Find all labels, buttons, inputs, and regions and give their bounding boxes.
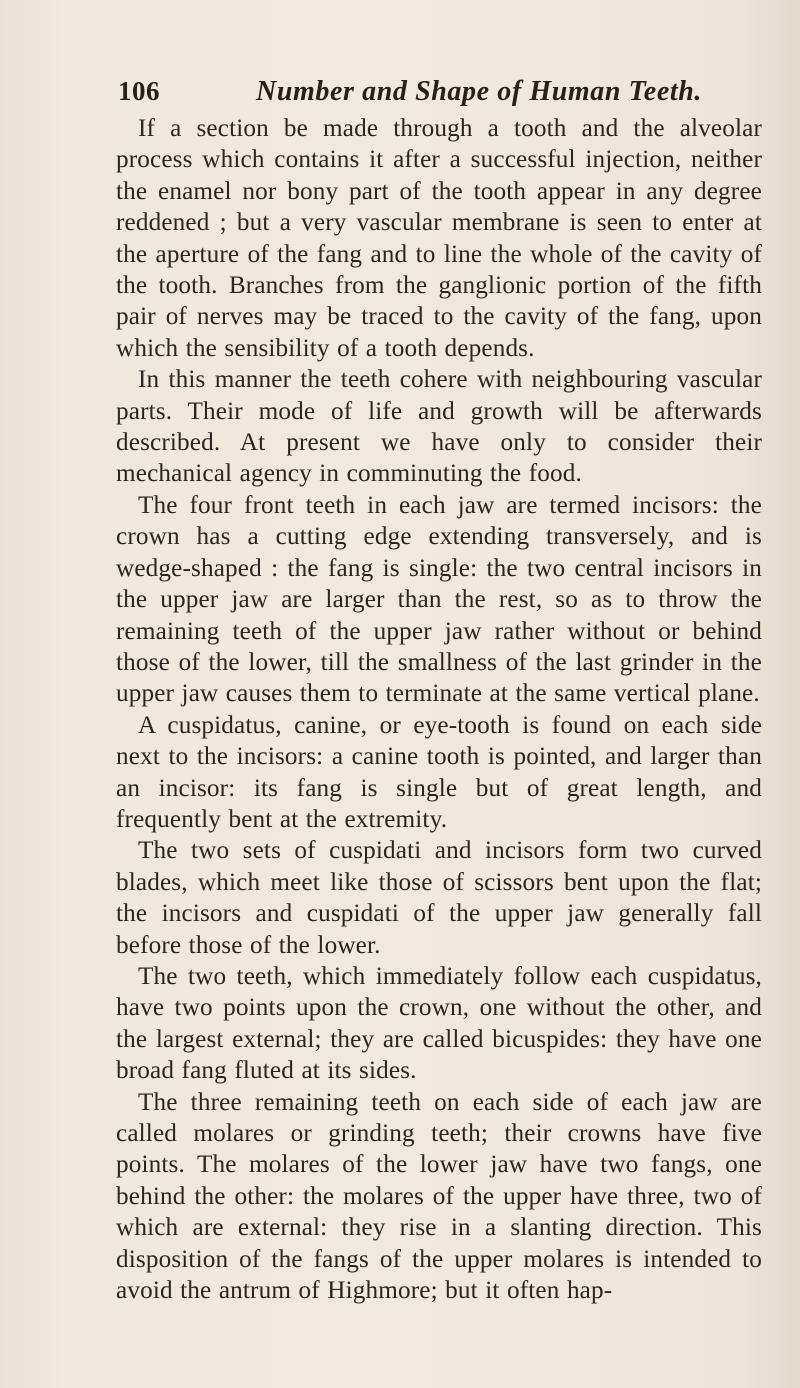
body-text <box>116 113 762 1306</box>
paragraph-bicuspides: The two teeth, which immediately follow each cuspidatus, have two points upon the crown, one without the other, and the largest external; they are called bicuspides: they have one broad fang fluted at its sides. <box>116 962 762 1085</box>
paragraph-incisors: The four front teeth in each jaw are termed incisors: the crown has a cutting edge extending transversely, and is wedge-shaped : the fang is single: the two central incisors in the upper jaw are larger than the rest, so as to throw the remaining teeth of the upper jaw rather without or behind those of the lower, till the smallness of the last grinder in the upper jaw causes them to terminate at the same vertical plane. <box>116 491 762 708</box>
paragraph-cuspidatus: A cuspidatus, canine, or eye-tooth is found on each side next to the incisors: a canine tooth is pointed, and larger than an incisor: its fang is single but of great length, and frequently bent at the extremity. <box>116 711 762 833</box>
paragraph-alveolar-section: If a section be made through a tooth and the alveolar process which contains it after a successful injection, neither the enamel nor bony part of the tooth appear in any degree reddened ; but a very vascular membrane is seen to enter at the aperture of the fang and to line the whole of the cavity of the tooth. Branches from the ganglionic portion of the fifth pair of nerves may be traced to the cavity of the fang, upon which the sensibility of a tooth depends. <box>116 115 762 362</box>
paragraph-curved-blades: The two sets of cuspidati and incisors form two curved blades, which meet like those of scissors bent upon the flat; the incisors and cuspidati of the upper jaw generally fall before those of the lower. <box>116 837 762 959</box>
paragraph-cohesion: In this manner the teeth cohere with neighbouring vascular parts. Their mode of life and growth will be afterwards described. At present we have only to consider their mechanical agency in comminuting the food. <box>116 366 762 488</box>
page-number: 106 <box>118 76 160 106</box>
running-head <box>118 76 758 116</box>
paragraph-molares: The three remaining teeth on each side of each jaw are called molares or grinding teeth; their crowns have five points. The molares of the lower jaw have two fangs, one behind the other: the molares of the upper have three, two of which are external: they rise in a slanting direction. This disposition of the fangs of the upper molares is intended to avoid the antrum of Highmore; but it often hap- <box>116 1088 762 1305</box>
running-title: Number and Shape of Human Teeth. <box>256 76 703 107</box>
